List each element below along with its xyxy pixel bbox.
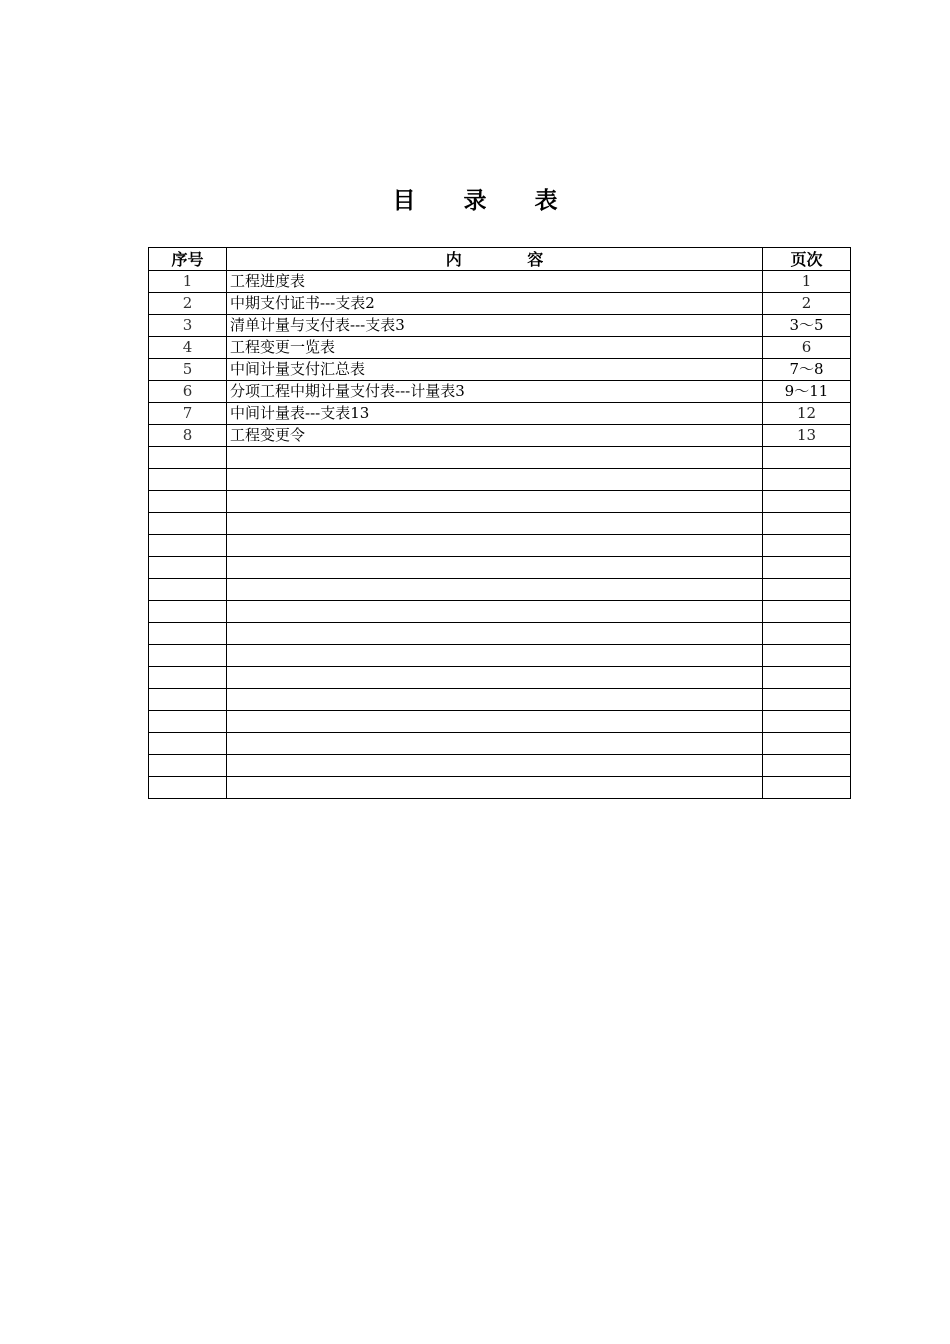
row-page: 1 <box>763 271 851 293</box>
empty-cell-no <box>149 667 227 689</box>
empty-table-row <box>149 513 851 535</box>
header-page: 页次 <box>763 248 851 271</box>
empty-cell-page <box>763 579 851 601</box>
empty-cell-page <box>763 623 851 645</box>
empty-cell-page <box>763 513 851 535</box>
empty-cell-content <box>227 755 763 777</box>
empty-cell-no <box>149 777 227 799</box>
table-row <box>149 337 851 359</box>
empty-table-row <box>149 777 851 799</box>
empty-cell-no <box>149 535 227 557</box>
empty-cell-content <box>227 689 763 711</box>
empty-cell-no <box>149 557 227 579</box>
empty-cell-page <box>763 601 851 623</box>
empty-table-row <box>149 689 851 711</box>
empty-cell-page <box>763 469 851 491</box>
empty-table-row <box>149 667 851 689</box>
row-no: 2 <box>149 293 227 315</box>
empty-cell-page <box>763 777 851 799</box>
empty-cell-page <box>763 491 851 513</box>
empty-cell-page <box>763 557 851 579</box>
row-no: 1 <box>149 271 227 293</box>
row-no: 4 <box>149 337 227 359</box>
row-no: 5 <box>149 359 227 381</box>
empty-cell-content <box>227 667 763 689</box>
table-header-row <box>149 248 851 271</box>
empty-cell-content <box>227 469 763 491</box>
empty-cell-content <box>227 557 763 579</box>
row-page: 9～11 <box>763 381 851 403</box>
table-row <box>149 403 851 425</box>
row-no: 3 <box>149 315 227 337</box>
header-no: 序号 <box>149 248 227 271</box>
empty-cell-no <box>149 689 227 711</box>
empty-cell-no <box>149 447 227 469</box>
row-page: 3～5 <box>763 315 851 337</box>
empty-cell-page <box>763 733 851 755</box>
empty-table-row <box>149 755 851 777</box>
empty-cell-content <box>227 733 763 755</box>
empty-cell-no <box>149 491 227 513</box>
table-of-contents <box>148 247 851 799</box>
empty-table-row <box>149 623 851 645</box>
row-page: 13 <box>763 425 851 447</box>
header-content: 内 容 <box>227 248 763 271</box>
empty-table-row <box>149 645 851 667</box>
empty-cell-content <box>227 623 763 645</box>
row-content: 中期支付证书---支表2 <box>227 293 763 315</box>
empty-cell-page <box>763 755 851 777</box>
empty-cell-page <box>763 711 851 733</box>
empty-cell-content <box>227 579 763 601</box>
empty-table-row <box>149 447 851 469</box>
empty-table-row <box>149 557 851 579</box>
empty-table-row <box>149 733 851 755</box>
row-no: 7 <box>149 403 227 425</box>
empty-cell-content <box>227 645 763 667</box>
row-page: 7～8 <box>763 359 851 381</box>
row-content: 工程变更一览表 <box>227 337 763 359</box>
table-row <box>149 425 851 447</box>
table-row <box>149 381 851 403</box>
empty-cell-no <box>149 469 227 491</box>
empty-cell-content <box>227 491 763 513</box>
row-content: 清单计量与支付表---支表3 <box>227 315 763 337</box>
empty-table-row <box>149 579 851 601</box>
empty-table-row <box>149 469 851 491</box>
empty-cell-no <box>149 579 227 601</box>
row-content: 工程变更令 <box>227 425 763 447</box>
table-row <box>149 271 851 293</box>
table-row <box>149 293 851 315</box>
row-content: 中间计量支付汇总表 <box>227 359 763 381</box>
row-page: 12 <box>763 403 851 425</box>
table-row <box>149 359 851 381</box>
empty-cell-content <box>227 447 763 469</box>
empty-table-row <box>149 491 851 513</box>
empty-cell-no <box>149 645 227 667</box>
document-title: 目 录 表 <box>392 188 578 214</box>
empty-table-row <box>149 601 851 623</box>
empty-cell-content <box>227 601 763 623</box>
row-content: 中间计量表---支表13 <box>227 403 763 425</box>
empty-table-row <box>149 535 851 557</box>
empty-cell-no <box>149 711 227 733</box>
empty-table-row <box>149 711 851 733</box>
row-page: 2 <box>763 293 851 315</box>
empty-cell-page <box>763 689 851 711</box>
table-row <box>149 315 851 337</box>
empty-cell-no <box>149 623 227 645</box>
empty-cell-page <box>763 667 851 689</box>
empty-cell-content <box>227 535 763 557</box>
row-content: 工程进度表 <box>227 271 763 293</box>
empty-cell-page <box>763 645 851 667</box>
empty-cell-page <box>763 447 851 469</box>
row-content: 分项工程中期计量支付表---计量表3 <box>227 381 763 403</box>
empty-cell-content <box>227 777 763 799</box>
empty-cell-content <box>227 513 763 535</box>
empty-cell-no <box>149 513 227 535</box>
empty-cell-page <box>763 535 851 557</box>
empty-cell-content <box>227 711 763 733</box>
empty-cell-no <box>149 733 227 755</box>
row-page: 6 <box>763 337 851 359</box>
row-no: 8 <box>149 425 227 447</box>
empty-cell-no <box>149 601 227 623</box>
empty-cell-no <box>149 755 227 777</box>
table-body <box>149 271 851 799</box>
row-no: 6 <box>149 381 227 403</box>
